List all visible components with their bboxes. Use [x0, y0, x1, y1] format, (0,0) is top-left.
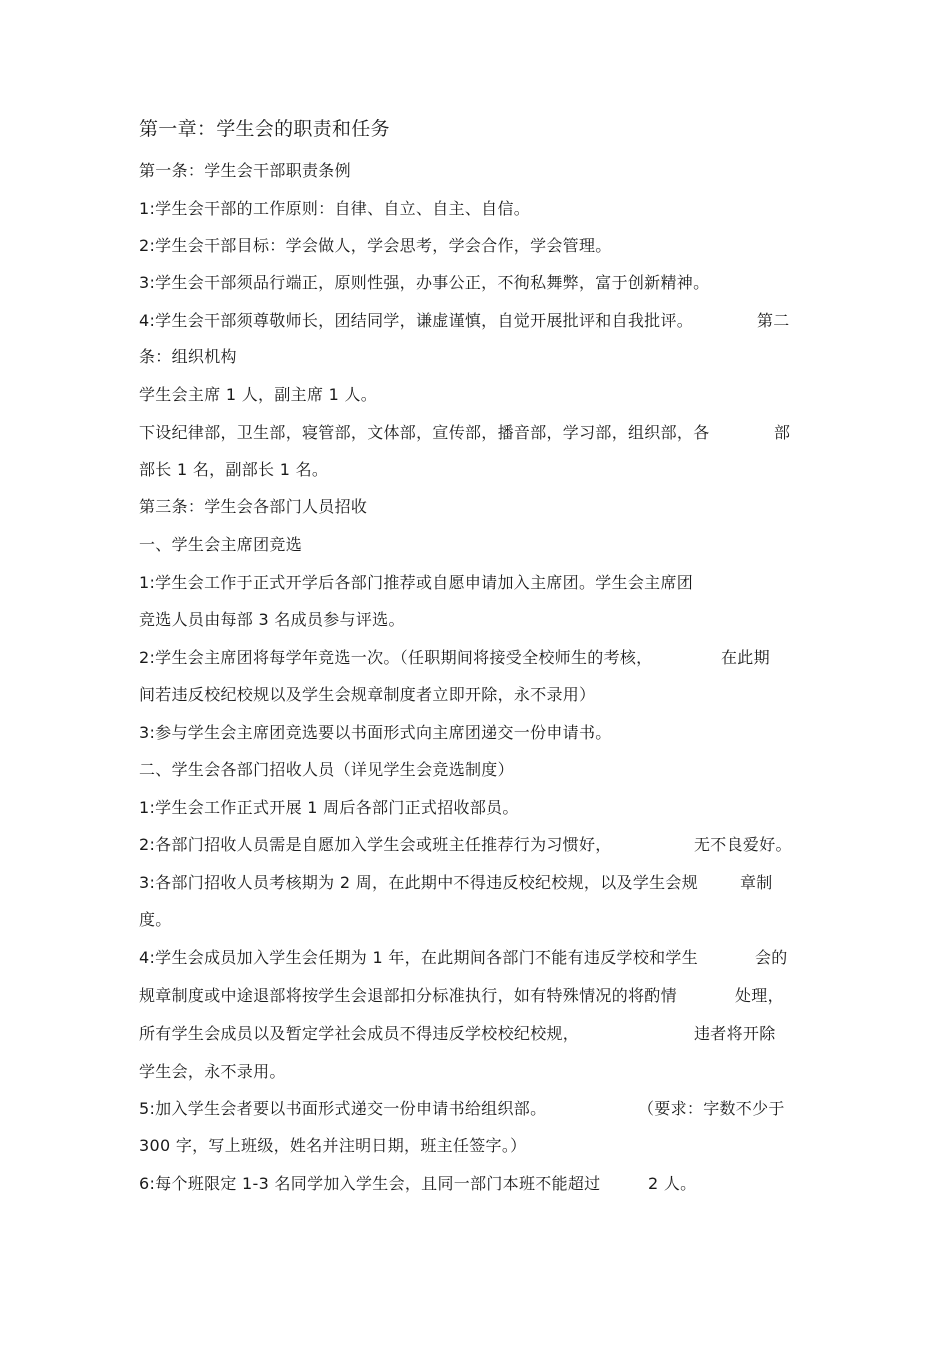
text-line: 300 字，写上班级，姓名并注明日期，班主任签字。）: [139, 1136, 527, 1155]
text-line: 1:学生会工作正式开展 1 周后各部门正式招收部员。: [139, 798, 519, 817]
text-fragment: 章制: [740, 873, 773, 892]
text-line: 4:学生会成员加入学生会任期为 1 年，在此期间各部门不能有违反学校和学生: [139, 948, 699, 967]
article-1-heading: 第一条：学生会干部职责条例: [139, 161, 351, 180]
text-line: 所有学生会成员以及暂定学社会成员不得违反学校校纪校规，: [139, 1024, 580, 1043]
text-line: 2:学生会干部目标：学会做人，学会思考，学会合作，学会管理。: [139, 236, 612, 255]
article-2-heading: 条：组织机构: [139, 347, 237, 366]
text-fragment: 无不良爱好。: [694, 835, 792, 854]
text-line: 3:学生会干部须品行端正，原则性强，办事公正，不徇私舞弊，富于创新精神。: [139, 273, 710, 292]
text-line: 3:参与学生会主席团竞选要以书面形式向主席团递交一份申请书。: [139, 723, 612, 742]
text-fragment: 第二: [757, 311, 790, 330]
text-line: 下设纪律部，卫生部，寝管部，文体部，宣传部，播音部，学习部，组织部，各: [139, 423, 710, 442]
text-line: 竞选人员由每部 3 名成员参与评选。: [139, 610, 405, 629]
text-line: 2:学生会主席团将每学年竞选一次。（任职期间将接受全校师生的考核，: [139, 648, 653, 667]
text-line: 度。: [139, 910, 172, 929]
text-line: 2:各部门招收人员需是自愿加入学生会或班主任推荐行为习惯好，: [139, 835, 612, 854]
text-fragment: 违者将开除: [694, 1024, 776, 1043]
chapter-title: 第一章：学生会的职责和任务: [139, 118, 390, 140]
text-line: 学生会主席 1 人，副主席 1 人。: [139, 385, 378, 404]
text-line: 学生会，永不录用。: [139, 1062, 286, 1081]
text-fragment: 会的: [755, 948, 788, 967]
text-line: 3:各部门招收人员考核期为 2 周，在此期中不得违反校纪校规，以及学生会规: [139, 873, 699, 892]
text-line: 1:学生会工作于正式开学后各部门推荐或自愿申请加入主席团。学生会主席团: [139, 573, 694, 592]
text-line: 4:学生会干部须尊敬师长，团结同学，谦虚谨慎，自觉开展批评和自我批评。: [139, 311, 694, 330]
section-heading: 二、学生会各部门招收人员（详见学生会竞选制度）: [139, 760, 514, 779]
text-fragment: （要求：字数不少于: [638, 1099, 785, 1118]
text-line: 间若违反校纪校规以及学生会规章制度者立即开除，永不录用）: [139, 685, 596, 704]
section-heading: 一、学生会主席团竞选: [139, 535, 303, 554]
text-fragment: 在此期: [721, 648, 770, 667]
article-3-heading: 第三条：学生会各部门人员招收: [139, 497, 368, 516]
text-fragment: 处理，: [735, 986, 784, 1005]
text-line: 部长 1 名，副部长 1 名。: [139, 460, 329, 479]
text-fragment: 2 人。: [648, 1174, 697, 1193]
text-line: 规章制度或中途退部将按学生会退部扣分标准执行，如有特殊情况的将酌情: [139, 986, 677, 1005]
text-fragment: 部: [774, 423, 791, 442]
text-line: 5:加入学生会者要以书面形式递交一份申请书给组织部。: [139, 1099, 547, 1118]
text-line: 6:每个班限定 1-3 名同学加入学生会，且同一部门本班不能超过: [139, 1174, 601, 1193]
text-line: 1:学生会干部的工作原则：自律、自立、自主、自信。: [139, 199, 531, 218]
